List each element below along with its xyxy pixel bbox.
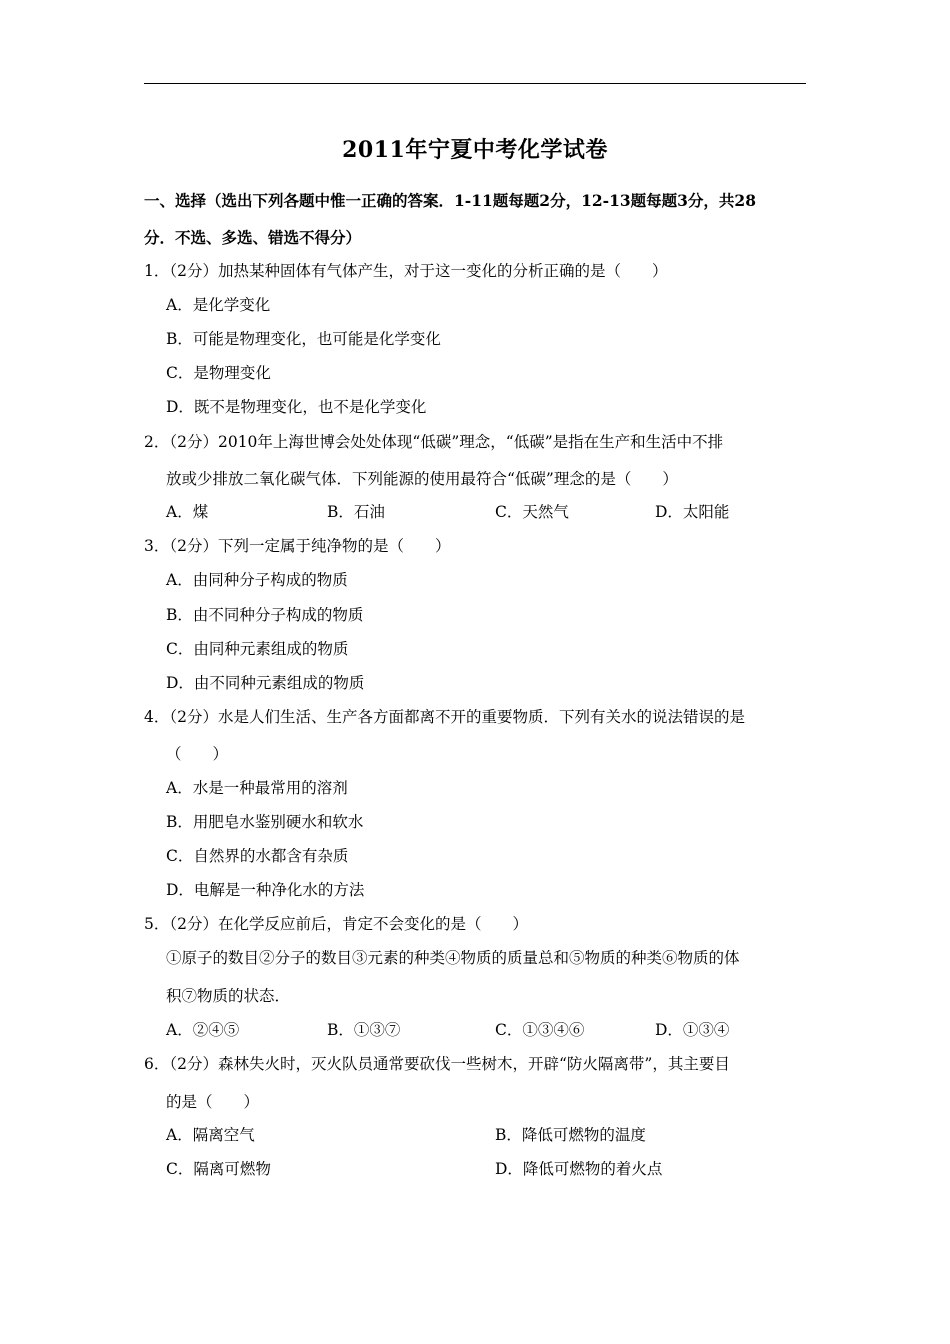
question-3-option-b: B．由不同种分子构成的物质	[166, 606, 364, 624]
question-4-option-b: B．用肥皂水鉴别硬水和软水	[166, 813, 364, 831]
question-6-stem-line-1: 6．（2分）森林失火时，灭火队员通常要砍伐一些树木，开辟“防火隔离带”，其主要目	[144, 1055, 730, 1073]
question-6-stem-line-2: 的是（ ）	[166, 1093, 260, 1111]
question-2-stem-line-2: 放或少排放二氧化碳气体．下列能源的使用最符合“低碳”理念的是（ ）	[166, 470, 678, 488]
question-1-option-d: D．既不是物理变化，也不是化学变化	[166, 398, 427, 416]
question-4-stem-line-1: 4．（2分）水是人们生活、生产各方面都离不开的重要物质．下列有关水的说法错误的是	[144, 708, 745, 726]
question-1-stem: 1．（2分）加热某种固体有气体产生，对于这一变化的分析正确的是（ ）	[144, 262, 668, 280]
question-3-option-c: C．由同种元素组成的物质	[166, 640, 349, 658]
question-5-stem-line-3: 积⑦物质的状态．	[166, 987, 291, 1005]
question-5-option-d: D．①③④	[655, 1021, 730, 1039]
question-5-option-c: C．①③④⑥	[495, 1021, 585, 1039]
question-5-option-b: B．①③⑦	[327, 1021, 401, 1039]
question-2-option-a: A．煤	[166, 503, 209, 521]
question-5-stem-line-2: ①原子的数目②分子的数目③元素的种类④物质的质量总和⑤物质的种类⑥物质的体	[166, 949, 740, 967]
question-6-option-c: C．隔离可燃物	[166, 1160, 271, 1178]
question-1-option-b: B．可能是物理变化，也可能是化学变化	[166, 330, 441, 348]
section-heading-line-1: 一、选择（选出下列各题中惟一正确的答案．1-11题每题2分，12-13题每题3分，共28	[144, 191, 757, 210]
section-heading-line-2: 分．不选、多选、错选不得分）	[144, 228, 362, 247]
question-2-stem-line-1: 2．（2分）2010年上海世博会处处体现“低碳”理念，“低碳”是指在生产和生活中不排	[144, 433, 724, 451]
question-3-stem: 3．（2分）下列一定属于纯净物的是（ ）	[144, 537, 451, 555]
question-5-option-a: A．②④⑤	[166, 1021, 240, 1039]
question-2-option-c: C．天然气	[495, 503, 569, 521]
question-3-option-a: A．由同种分子构成的物质	[166, 571, 348, 589]
question-1-option-a: A．是化学变化	[166, 296, 271, 314]
question-6-option-b: B．降低可燃物的温度	[495, 1126, 646, 1144]
question-3-option-d: D．由不同种元素组成的物质	[166, 674, 365, 692]
question-4-option-a: A．水是一种最常用的溶剂	[166, 779, 348, 797]
question-1-option-c: C．是物理变化	[166, 364, 271, 382]
question-4-stem-line-2: （ ）	[166, 745, 229, 763]
question-4-option-d: D．电解是一种净化水的方法	[166, 881, 365, 899]
question-5-stem-line-1: 5．（2分）在化学反应前后，肯定不会变化的是（ ）	[144, 915, 528, 933]
question-2-option-b: B．石油	[327, 503, 385, 521]
question-2-option-d: D．太阳能	[655, 503, 730, 521]
page-title: 2011年宁夏中考化学试卷	[342, 137, 608, 163]
question-6-option-d: D．降低可燃物的着火点	[495, 1160, 663, 1178]
header-rule	[144, 83, 806, 84]
question-6-option-a: A．隔离空气	[166, 1126, 255, 1144]
question-4-option-c: C．自然界的水都含有杂质	[166, 847, 349, 865]
